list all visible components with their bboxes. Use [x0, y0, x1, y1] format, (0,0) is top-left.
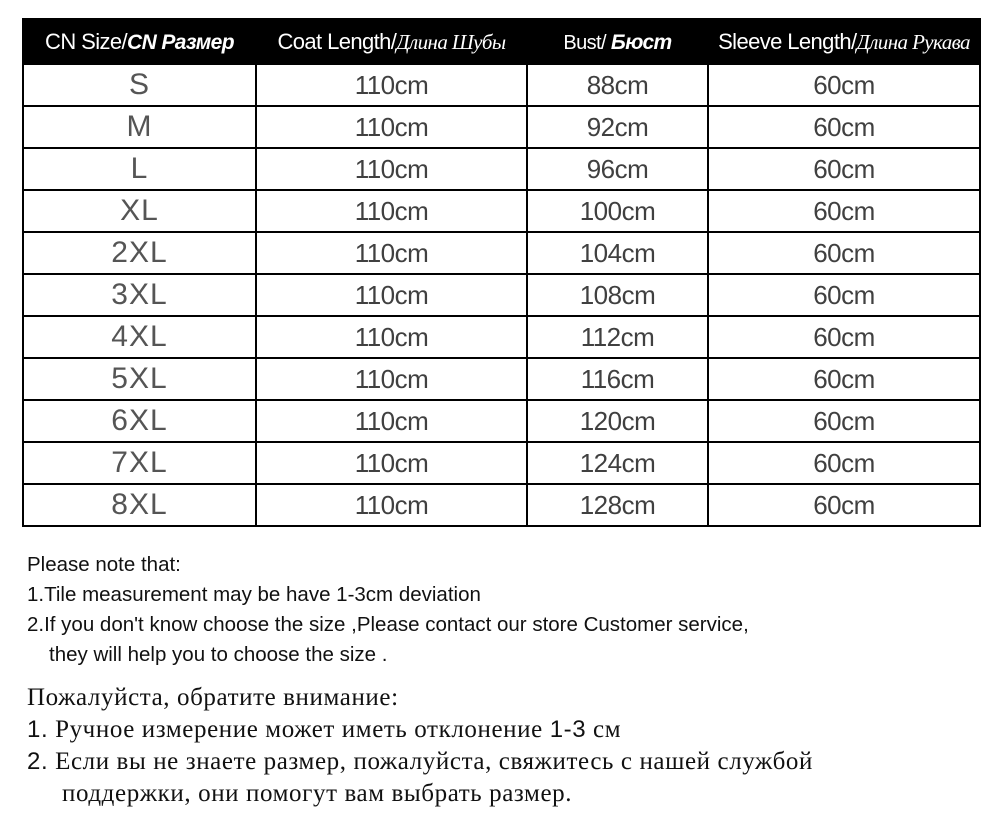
table-row — [23, 274, 980, 316]
coat-length-cell: 110cm — [256, 64, 527, 106]
table-body — [23, 64, 980, 526]
table-row — [23, 358, 980, 400]
bust-cell: 120cm — [527, 400, 708, 442]
bust-cell: 96cm — [527, 148, 708, 190]
header-sleeve-length-en: Sleeve Length/ — [718, 28, 857, 54]
size-cell: 8XL — [23, 484, 256, 526]
notes-en-line-1: 1.Tile measurement may be have 1-3cm deviation — [27, 583, 481, 606]
notes-english — [27, 550, 749, 670]
notes-ru-item-2-number: 2. — [27, 748, 49, 775]
size-cell: M — [23, 106, 256, 148]
size-cell: 6XL — [23, 400, 256, 442]
sleeve-length-cell: 60cm — [708, 274, 980, 316]
size-cell: 2XL — [23, 232, 256, 274]
notes-ru-item-1-unit: см — [586, 716, 622, 743]
table-row — [23, 106, 980, 148]
table-row — [23, 64, 980, 106]
coat-length-cell: 110cm — [256, 274, 527, 316]
coat-length-cell: 110cm — [256, 358, 527, 400]
notes-ru-item-1-range: 1-3 — [549, 716, 587, 743]
sleeve-length-cell: 60cm — [708, 400, 980, 442]
sleeve-length-cell: 60cm — [708, 106, 980, 148]
table-row — [23, 148, 980, 190]
header-cn-size-ru: CN Размер — [127, 30, 234, 54]
size-cell: 7XL — [23, 442, 256, 484]
notes-en-heading: Please note that: — [27, 553, 181, 576]
sleeve-length-cell: 60cm — [708, 232, 980, 274]
sleeve-length-cell: 60cm — [708, 442, 980, 484]
size-cell: S — [23, 64, 256, 106]
notes-ru-item-1-number: 1. — [27, 716, 49, 743]
coat-length-cell: 110cm — [256, 400, 527, 442]
notes-en-line-3: they will help you to choose the size . — [49, 643, 388, 666]
notes-en-line-2: 2.If you don't know choose the size ,Please contact our store Customer service, — [27, 613, 749, 636]
table-row — [23, 400, 980, 442]
coat-length-cell: 110cm — [256, 106, 527, 148]
header-coat-length — [256, 19, 527, 64]
coat-length-cell: 110cm — [256, 316, 527, 358]
header-coat-length-en: Coat Length/ — [277, 28, 397, 54]
table-row — [23, 484, 980, 526]
table-header-row — [23, 19, 980, 64]
header-cn-size-en: CN Size/ — [45, 28, 128, 54]
notes-ru-item-1 — [27, 714, 813, 746]
bust-cell: 92cm — [527, 106, 708, 148]
header-coat-length-ru: Длина Шубы — [396, 29, 506, 54]
notes-ru-item-2-continuation: поддержки, они помогут вам выбрать размер. — [62, 780, 573, 807]
size-cell: XL — [23, 190, 256, 232]
sleeve-length-cell: 60cm — [708, 358, 980, 400]
bust-cell: 104cm — [527, 232, 708, 274]
header-sleeve-length-ru: Длина Рукава — [856, 29, 970, 54]
bust-cell: 116cm — [527, 358, 708, 400]
table-row — [23, 442, 980, 484]
notes-russian — [27, 682, 813, 810]
header-bust-ru: Бюст — [610, 30, 672, 54]
sleeve-length-cell: 60cm — [708, 484, 980, 526]
bust-cell: 88cm — [527, 64, 708, 106]
coat-length-cell: 110cm — [256, 148, 527, 190]
bust-cell: 124cm — [527, 442, 708, 484]
sleeve-length-cell: 60cm — [708, 316, 980, 358]
header-bust-en: Bust/ — [563, 31, 611, 54]
bust-cell: 128cm — [527, 484, 708, 526]
sleeve-length-cell: 60cm — [708, 148, 980, 190]
coat-length-cell: 110cm — [256, 190, 527, 232]
table-row — [23, 316, 980, 358]
notes-ru-item-1-text: Ручное измерение может иметь отклонение — [48, 716, 550, 743]
bust-cell: 100cm — [527, 190, 708, 232]
coat-length-cell: 110cm — [256, 232, 527, 274]
sleeve-length-cell: 60cm — [708, 190, 980, 232]
notes-ru-item-2 — [27, 746, 813, 778]
size-cell: L — [23, 148, 256, 190]
table-row — [23, 232, 980, 274]
size-cell: 5XL — [23, 358, 256, 400]
header-cn-size — [23, 19, 256, 64]
size-cell: 4XL — [23, 316, 256, 358]
table-row — [23, 190, 980, 232]
bust-cell: 108cm — [527, 274, 708, 316]
header-bust — [527, 19, 708, 64]
header-sleeve-length — [708, 19, 980, 64]
coat-length-cell: 110cm — [256, 484, 527, 526]
notes-ru-item-2-text: Если вы не знаете размер, пожалуйста, свяжитесь с нашей службой — [48, 748, 813, 775]
size-cell: 3XL — [23, 274, 256, 316]
notes-ru-heading: Пожалуйста, обратите внимание: — [27, 684, 399, 711]
size-chart-table — [22, 18, 981, 527]
sleeve-length-cell: 60cm — [708, 64, 980, 106]
coat-length-cell: 110cm — [256, 442, 527, 484]
bust-cell: 112cm — [527, 316, 708, 358]
